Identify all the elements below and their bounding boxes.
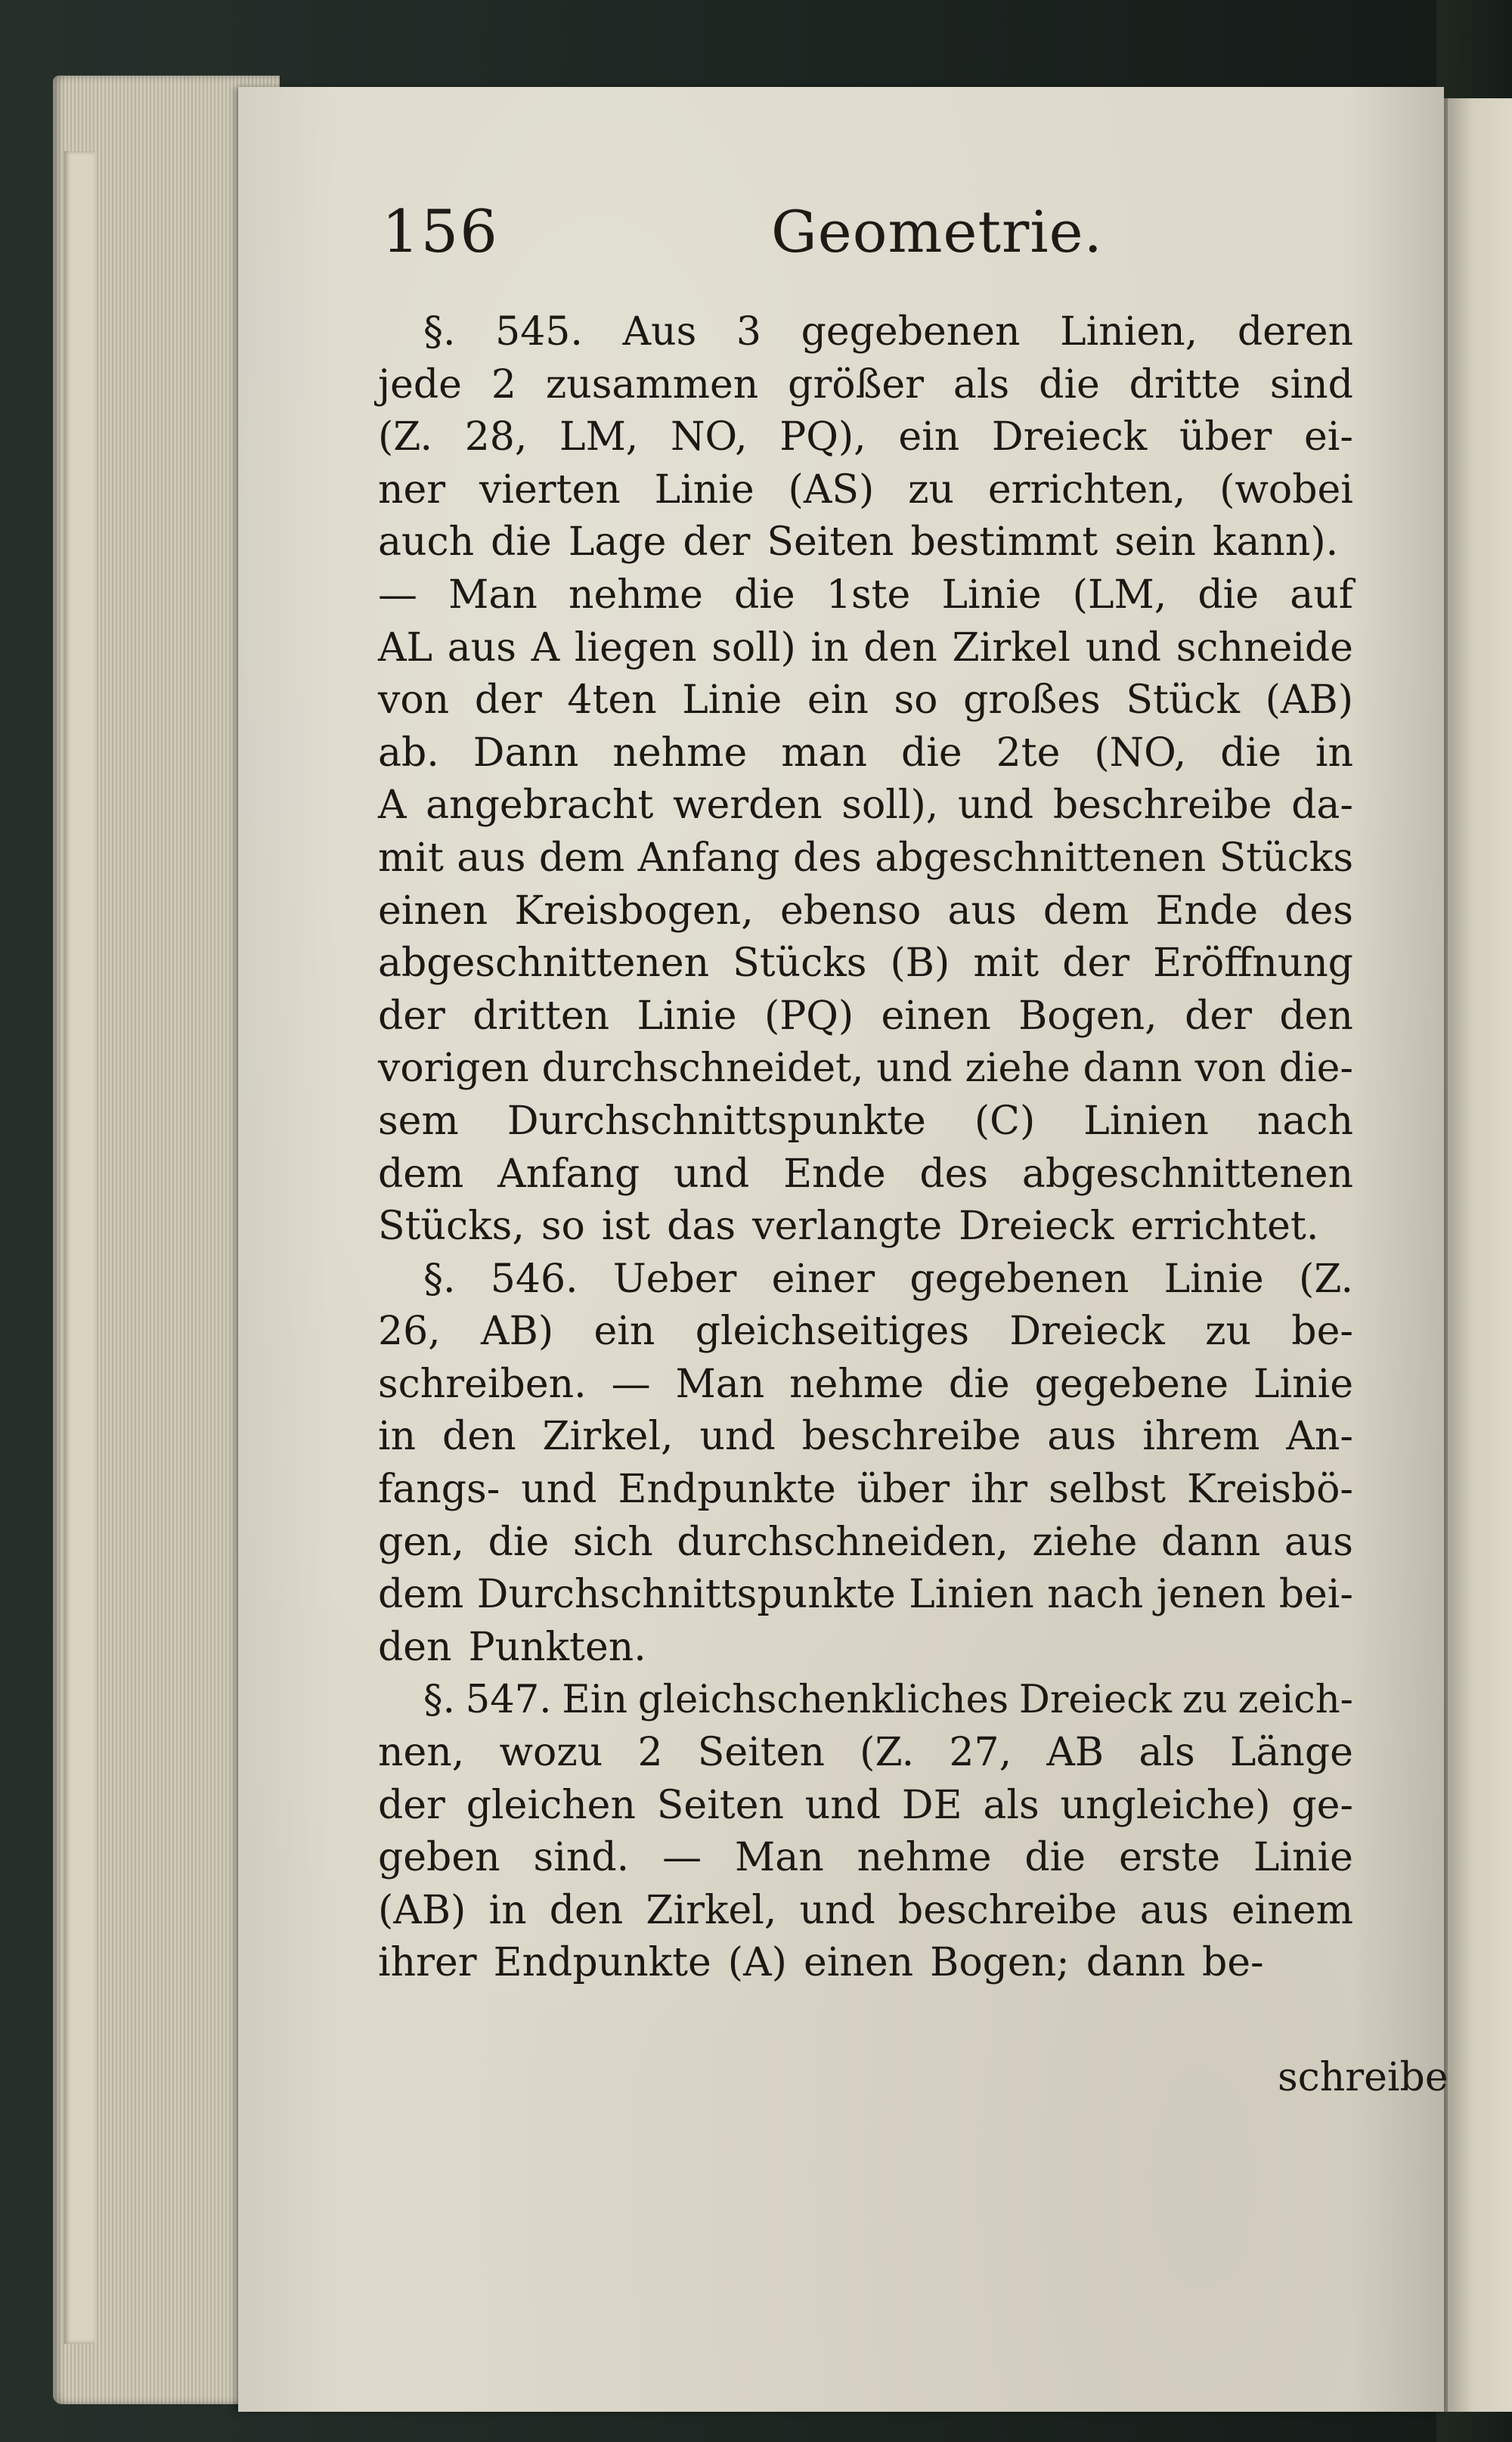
word: die: [948, 1361, 1010, 1407]
word: errichtet.: [1130, 1204, 1319, 1250]
word: als: [1139, 1730, 1195, 1776]
text-line: [378, 1095, 1353, 1148]
word: Stücks: [1219, 835, 1353, 881]
word: Lage: [568, 519, 667, 566]
word: über: [1179, 414, 1272, 460]
word: gleichen: [466, 1782, 636, 1828]
word: nehme: [857, 1835, 992, 1881]
word: zeich-: [1238, 1678, 1353, 1723]
text-line: [378, 1254, 1353, 1306]
text-line: [378, 1517, 1353, 1570]
word: (AB): [1265, 677, 1353, 724]
text-line: [378, 1937, 1353, 1990]
word: und: [957, 782, 1034, 829]
text-line: [378, 359, 1353, 412]
word: abgeschnittenen: [1021, 1151, 1353, 1197]
word: verlangte: [752, 1204, 943, 1250]
word: in: [378, 1414, 417, 1460]
word: und: [799, 1887, 875, 1933]
word: dem: [538, 835, 625, 881]
word: die: [734, 572, 795, 618]
word: Linie: [941, 572, 1042, 618]
word: nen,: [378, 1730, 465, 1776]
word: Linie: [654, 466, 754, 513]
word: nach: [1256, 1098, 1353, 1144]
word: An-: [1286, 1414, 1353, 1460]
word: Dann: [472, 730, 579, 776]
word: dritten: [472, 993, 610, 1039]
word: Dreieck: [1009, 1309, 1165, 1355]
word: werden: [672, 782, 823, 829]
word: nach: [1047, 1572, 1144, 1618]
word: Linien: [1083, 1098, 1209, 1144]
word: aus: [1139, 1887, 1209, 1933]
word: der: [474, 677, 542, 724]
word: bestimmt: [910, 519, 1098, 566]
word: jede: [378, 361, 462, 408]
word: der: [1062, 941, 1130, 987]
word: die: [1198, 572, 1259, 618]
word: aus: [947, 888, 1017, 934]
text-line: [378, 727, 1353, 780]
word: so: [541, 1204, 585, 1250]
word: —: [378, 572, 417, 618]
word: A: [531, 624, 560, 671]
word: da-: [1291, 782, 1353, 829]
word: dem: [378, 1572, 464, 1618]
word: 2te: [996, 730, 1061, 776]
word: mit: [378, 835, 444, 881]
word: soll): [711, 624, 796, 671]
text-line: [378, 1674, 1353, 1727]
word: mit: [973, 941, 1040, 987]
word: §.: [423, 309, 456, 355]
word: AB: [1046, 1730, 1105, 1776]
word: gegebenen: [801, 309, 1021, 355]
word: und: [674, 1151, 750, 1197]
word: ist: [601, 1204, 651, 1250]
word: bei-: [1278, 1572, 1353, 1618]
text-line: [378, 411, 1353, 464]
text-line: [378, 1727, 1353, 1780]
word: (AB): [378, 1887, 466, 1933]
word: aus: [1047, 1414, 1117, 1460]
word: Stücks: [733, 941, 867, 987]
word: soll),: [841, 782, 939, 829]
word: erste: [1118, 1835, 1220, 1881]
word: (NO,: [1094, 730, 1187, 776]
word: gen,: [378, 1519, 465, 1565]
word: be-: [1291, 1309, 1353, 1355]
word: 1ste: [826, 572, 911, 618]
word: Linie: [1163, 1256, 1264, 1302]
word: DE: [901, 1782, 962, 1828]
word: ziehe: [965, 1046, 1070, 1092]
word: selbst: [1049, 1467, 1167, 1513]
word: der: [1185, 993, 1252, 1039]
word: und: [876, 1046, 953, 1092]
word: schreiben.: [378, 1361, 587, 1407]
word: die: [1220, 730, 1281, 776]
word: gegebene: [1034, 1361, 1228, 1407]
word: —: [662, 1835, 702, 1881]
word: den: [549, 1887, 624, 1933]
word: und: [804, 1782, 881, 1828]
word: und: [521, 1467, 597, 1513]
word: beschreibe: [801, 1414, 1021, 1460]
word: Ende: [783, 1151, 886, 1197]
word: Durchschnittspunkte: [507, 1098, 926, 1144]
word: sein: [1114, 519, 1196, 566]
word: auch: [378, 519, 475, 566]
word: 546.: [490, 1256, 578, 1302]
text-line: [378, 990, 1353, 1043]
word: so: [894, 677, 938, 724]
word: und: [699, 1414, 776, 1460]
text-line: [378, 464, 1353, 517]
word: wozu: [499, 1730, 603, 1776]
word: größer: [788, 361, 924, 408]
text-line: [378, 832, 1353, 885]
text-line: [378, 1359, 1353, 1412]
word: aus: [447, 624, 516, 671]
word: vorigen: [378, 1046, 529, 1092]
word: Zirkel,: [646, 1887, 777, 1933]
word: schneide: [1176, 624, 1353, 671]
word: angebracht: [426, 782, 654, 829]
text-line: [378, 1780, 1353, 1833]
word: gleichschenkliches: [637, 1678, 1009, 1723]
word: ner: [378, 466, 446, 513]
word: ihrem: [1142, 1414, 1260, 1460]
word: Man: [448, 572, 538, 618]
page-number: 156: [382, 198, 499, 266]
word: und: [1085, 624, 1161, 671]
text-line: [378, 1622, 1353, 1675]
text-line: [378, 885, 1353, 938]
word: (wobei: [1219, 466, 1353, 513]
text-line: [378, 1885, 1353, 1938]
word: aus: [1284, 1519, 1353, 1565]
word: beschreibe: [1052, 782, 1272, 829]
word: fangs-: [378, 1467, 500, 1513]
word: dem: [1043, 888, 1129, 934]
word: AB): [481, 1309, 554, 1355]
word: in: [810, 624, 849, 671]
word: AL: [378, 624, 433, 671]
word: zu: [908, 466, 955, 513]
word: dann: [1083, 1046, 1182, 1092]
word: Anfang: [637, 835, 780, 881]
word: Linie: [637, 993, 737, 1039]
word: Dreieck: [991, 414, 1148, 460]
word: 4ten: [567, 677, 657, 724]
word: Linie: [682, 677, 782, 724]
word: 2: [491, 361, 516, 408]
word: des: [1284, 888, 1353, 934]
word: (AS): [788, 466, 875, 513]
body-text: [378, 306, 1353, 1990]
word: gegebenen: [909, 1256, 1129, 1302]
word: Ein: [562, 1678, 628, 1723]
word: Linie: [1253, 1361, 1353, 1407]
word: Linie: [1253, 1835, 1353, 1881]
word: Endpunkte: [618, 1467, 836, 1513]
word: durchschneiden,: [677, 1519, 1009, 1565]
word: Zirkel: [952, 624, 1071, 671]
word: die: [1039, 361, 1100, 408]
word: (Z.: [378, 414, 433, 460]
word: nehme: [612, 730, 748, 776]
word: ziehe: [1032, 1519, 1138, 1565]
running-title: Geometrie.: [771, 198, 1103, 265]
word: als: [953, 361, 1010, 408]
word: Ueber: [612, 1256, 737, 1302]
word: Aus: [622, 309, 697, 355]
text-line: [378, 937, 1353, 990]
word: nehme: [569, 572, 703, 618]
word: 547.: [465, 1678, 552, 1723]
text-line: [378, 1148, 1353, 1201]
word: dem: [378, 1151, 464, 1197]
word: Stück: [1126, 677, 1241, 724]
word: 2: [637, 1730, 663, 1776]
word: 27,: [949, 1730, 1012, 1776]
word: der: [378, 1782, 445, 1828]
word: NO,: [670, 414, 748, 460]
word: Eröffnung: [1153, 941, 1353, 987]
word: Man: [734, 1835, 824, 1881]
word: PQ),: [779, 414, 866, 460]
text-line: [378, 779, 1353, 832]
word: ein: [807, 677, 869, 724]
word: ihrer: [378, 1940, 477, 1986]
word: Linien: [909, 1572, 1034, 1618]
word: deren: [1237, 309, 1353, 355]
text-line: [378, 1464, 1353, 1517]
word: Kreisbogen,: [514, 888, 754, 934]
word: zu: [1182, 1678, 1228, 1723]
word: Seiten: [767, 519, 894, 566]
text-line: [378, 1306, 1353, 1359]
word: geben: [378, 1835, 500, 1881]
word: (C): [974, 1098, 1036, 1144]
word: einen: [803, 1940, 914, 1986]
word: den: [863, 624, 937, 671]
text-line: [378, 516, 1353, 569]
word: sind.: [533, 1835, 630, 1881]
text-line: [378, 569, 1353, 622]
word: aus: [457, 835, 526, 881]
word: (B): [890, 941, 950, 987]
text-line: [378, 1832, 1353, 1885]
word: ein: [593, 1309, 655, 1355]
word: man: [781, 730, 868, 776]
word: Seiten: [697, 1730, 825, 1776]
word: §.: [423, 1678, 455, 1723]
word: A: [378, 782, 407, 829]
word: kann).: [1212, 519, 1339, 566]
word: zu: [1205, 1309, 1251, 1355]
word: dann: [1086, 1940, 1185, 1986]
word: in: [488, 1887, 527, 1933]
text-line: [378, 1569, 1353, 1622]
word: 3: [736, 309, 761, 355]
word: die: [488, 1519, 550, 1565]
word: Dreieck: [959, 1204, 1114, 1250]
word: be-: [1201, 1940, 1264, 1986]
word: nehme: [789, 1361, 924, 1407]
word: Anfang: [497, 1151, 640, 1197]
word: sem: [378, 1098, 459, 1144]
word: großes: [963, 677, 1101, 724]
word: die: [1024, 1835, 1086, 1881]
word: ungleiche): [1060, 1782, 1271, 1828]
text-line: [378, 674, 1353, 727]
word: einen: [881, 993, 991, 1039]
word: auf: [1290, 572, 1353, 618]
word: liegen: [574, 624, 697, 671]
word: Man: [675, 1361, 765, 1407]
text-line: [378, 1043, 1353, 1095]
word: Kreisbö-: [1187, 1467, 1353, 1513]
word: Zirkel,: [542, 1414, 674, 1460]
word: (Z.: [1298, 1256, 1353, 1302]
word: die-: [1278, 1046, 1353, 1092]
word: einen: [378, 888, 488, 934]
word: des: [919, 1151, 989, 1197]
word: den: [378, 1624, 452, 1670]
word: Seiten: [656, 1782, 784, 1828]
word: das: [667, 1204, 736, 1250]
word: abgeschnittenen: [378, 941, 710, 987]
word: ebenso: [780, 888, 922, 934]
word: —: [611, 1361, 651, 1407]
word: den: [1279, 993, 1353, 1039]
word: die: [900, 730, 962, 776]
word: abgeschnittenen: [875, 835, 1207, 881]
word: dann: [1161, 1519, 1261, 1565]
word: jenen: [1156, 1572, 1266, 1618]
word: in: [1315, 730, 1353, 776]
word: durchschneidet,: [541, 1046, 864, 1092]
word: die: [491, 519, 552, 566]
word: Durchschnittspunkte: [476, 1572, 896, 1618]
word: 26,: [378, 1309, 441, 1355]
text-line: [378, 1201, 1353, 1254]
word: LM,: [559, 414, 639, 460]
word: ei-: [1303, 414, 1353, 460]
word: ge-: [1291, 1782, 1353, 1828]
word: von: [1194, 1046, 1266, 1092]
word: Bogen;: [930, 1940, 1070, 1986]
word: der: [378, 993, 445, 1039]
word: (Z.: [860, 1730, 915, 1776]
word: beschreibe: [897, 1887, 1117, 1933]
text-line: [378, 306, 1353, 359]
word: von: [378, 677, 450, 724]
word: Linien,: [1060, 309, 1198, 355]
word: zusammen: [545, 361, 759, 408]
word: errichten,: [987, 466, 1186, 513]
word: Bogen,: [1018, 993, 1157, 1039]
word: ein: [898, 414, 960, 460]
word: Ende: [1155, 888, 1258, 934]
word: vierten: [479, 466, 621, 513]
word: dritte: [1129, 361, 1241, 408]
word: einer: [771, 1256, 875, 1302]
facing-page: [1448, 98, 1512, 2412]
text-line: [378, 622, 1353, 675]
word: (PQ): [764, 993, 854, 1039]
word: Endpunkte: [493, 1940, 711, 1986]
word: gleichseitiges: [695, 1309, 970, 1355]
text-line: [378, 1411, 1353, 1464]
word: als: [983, 1782, 1040, 1828]
word: der: [683, 519, 751, 566]
word: (LM,: [1072, 572, 1167, 618]
catchword: schreibe: [1278, 2055, 1448, 2100]
word: Dreieck: [1018, 1678, 1172, 1723]
page-stack-outer-edge: [64, 151, 94, 2344]
word: Punkten.: [468, 1624, 646, 1670]
word: ab.: [378, 730, 439, 776]
word: über: [857, 1467, 950, 1513]
word: einem: [1232, 1887, 1353, 1933]
word: 545.: [495, 309, 583, 355]
word: ihr: [971, 1467, 1028, 1513]
word: sind: [1269, 361, 1353, 408]
word: Länge: [1229, 1730, 1353, 1776]
word: des: [793, 835, 862, 881]
word: 28,: [464, 414, 528, 460]
word: (A): [727, 1940, 787, 1986]
word: §.: [423, 1256, 456, 1302]
word: Stücks,: [378, 1204, 525, 1250]
word: sich: [572, 1519, 653, 1565]
word: den: [442, 1414, 516, 1460]
